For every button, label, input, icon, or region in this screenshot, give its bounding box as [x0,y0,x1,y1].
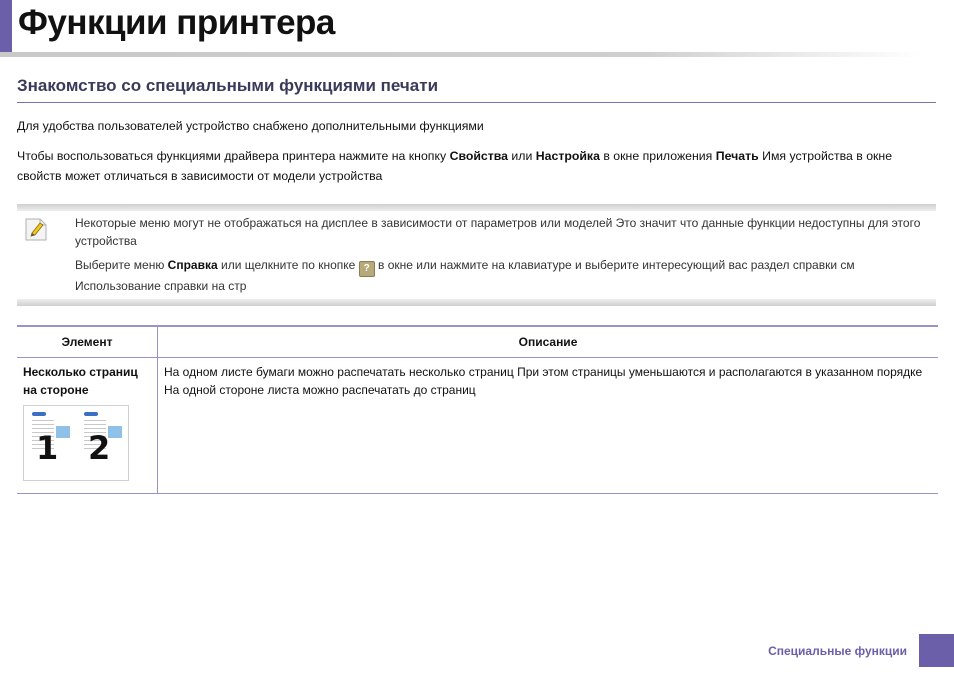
help-question-icon: ? [359,261,375,277]
brand-logo-mark [84,412,98,416]
intro-text: в окне приложения [599,149,716,163]
item-cell [17,358,158,494]
note-text: или щелкните по кнопке [217,258,359,272]
settings-term: Настройка [535,149,600,163]
item-name: Несколько страниц на стороне [23,365,138,397]
title-divider [0,52,920,57]
table-row [17,358,938,494]
intro-paragraph-1: Для удобства пользователей устройство снабжено дополнительными функциями [17,119,484,133]
column-header-element: Элемент [17,326,158,358]
page-number-box [919,634,954,667]
intro-text: Чтобы воспользоваться функциями драйвера принтера нажмите на кнопку [17,149,450,163]
footer-section-link[interactable]: Специальные функции [768,644,907,658]
n-up-illustration [23,405,129,481]
page-thumbnail [28,410,72,476]
note-text: Выберите меню [75,258,168,272]
print-term: Печать [715,149,759,163]
note-text-help [75,256,935,295]
note-top-band [17,204,936,211]
help-menu-term: Справка [167,258,218,272]
brand-logo-mark [32,412,46,416]
intro-text: или [508,149,536,163]
note-text-unavailable-menus: Некоторые меню могут не отображаться на дисплее в зависимости от параметров или моделей Это значит что данные функции недоступны для этого устройства [75,216,921,248]
features-table [17,325,938,494]
page-number: 2 [88,429,111,467]
page-thumbnail [80,410,124,476]
intro-paragraph-2 [17,146,922,186]
properties-term: Свойства [449,149,509,163]
section-heading: Знакомство со специальными функциями печати [17,76,439,95]
section-divider [17,102,936,103]
note-bottom-band [17,299,936,306]
note-pencil-icon [24,216,48,242]
column-header-description: Описание [158,326,939,358]
note-text: в окне или нажмите на клавиатуре и выберите интересующий вас раздел справки см Использование справки на стр [75,258,855,293]
page-title: Функции принтера [18,3,335,42]
page-number: 1 [36,429,59,467]
title-accent-bar [0,0,12,52]
description-cell: На одном листе бумаги можно распечатать несколько страниц При этом страницы уменьшаются и располагаются в указанном порядке На одной стороне листа можно распечатать до страниц [158,358,939,494]
note-box [17,204,936,306]
intro-text: Имя устройства в окне свойств может отличаться в зависимости от модели устройства [17,149,893,183]
